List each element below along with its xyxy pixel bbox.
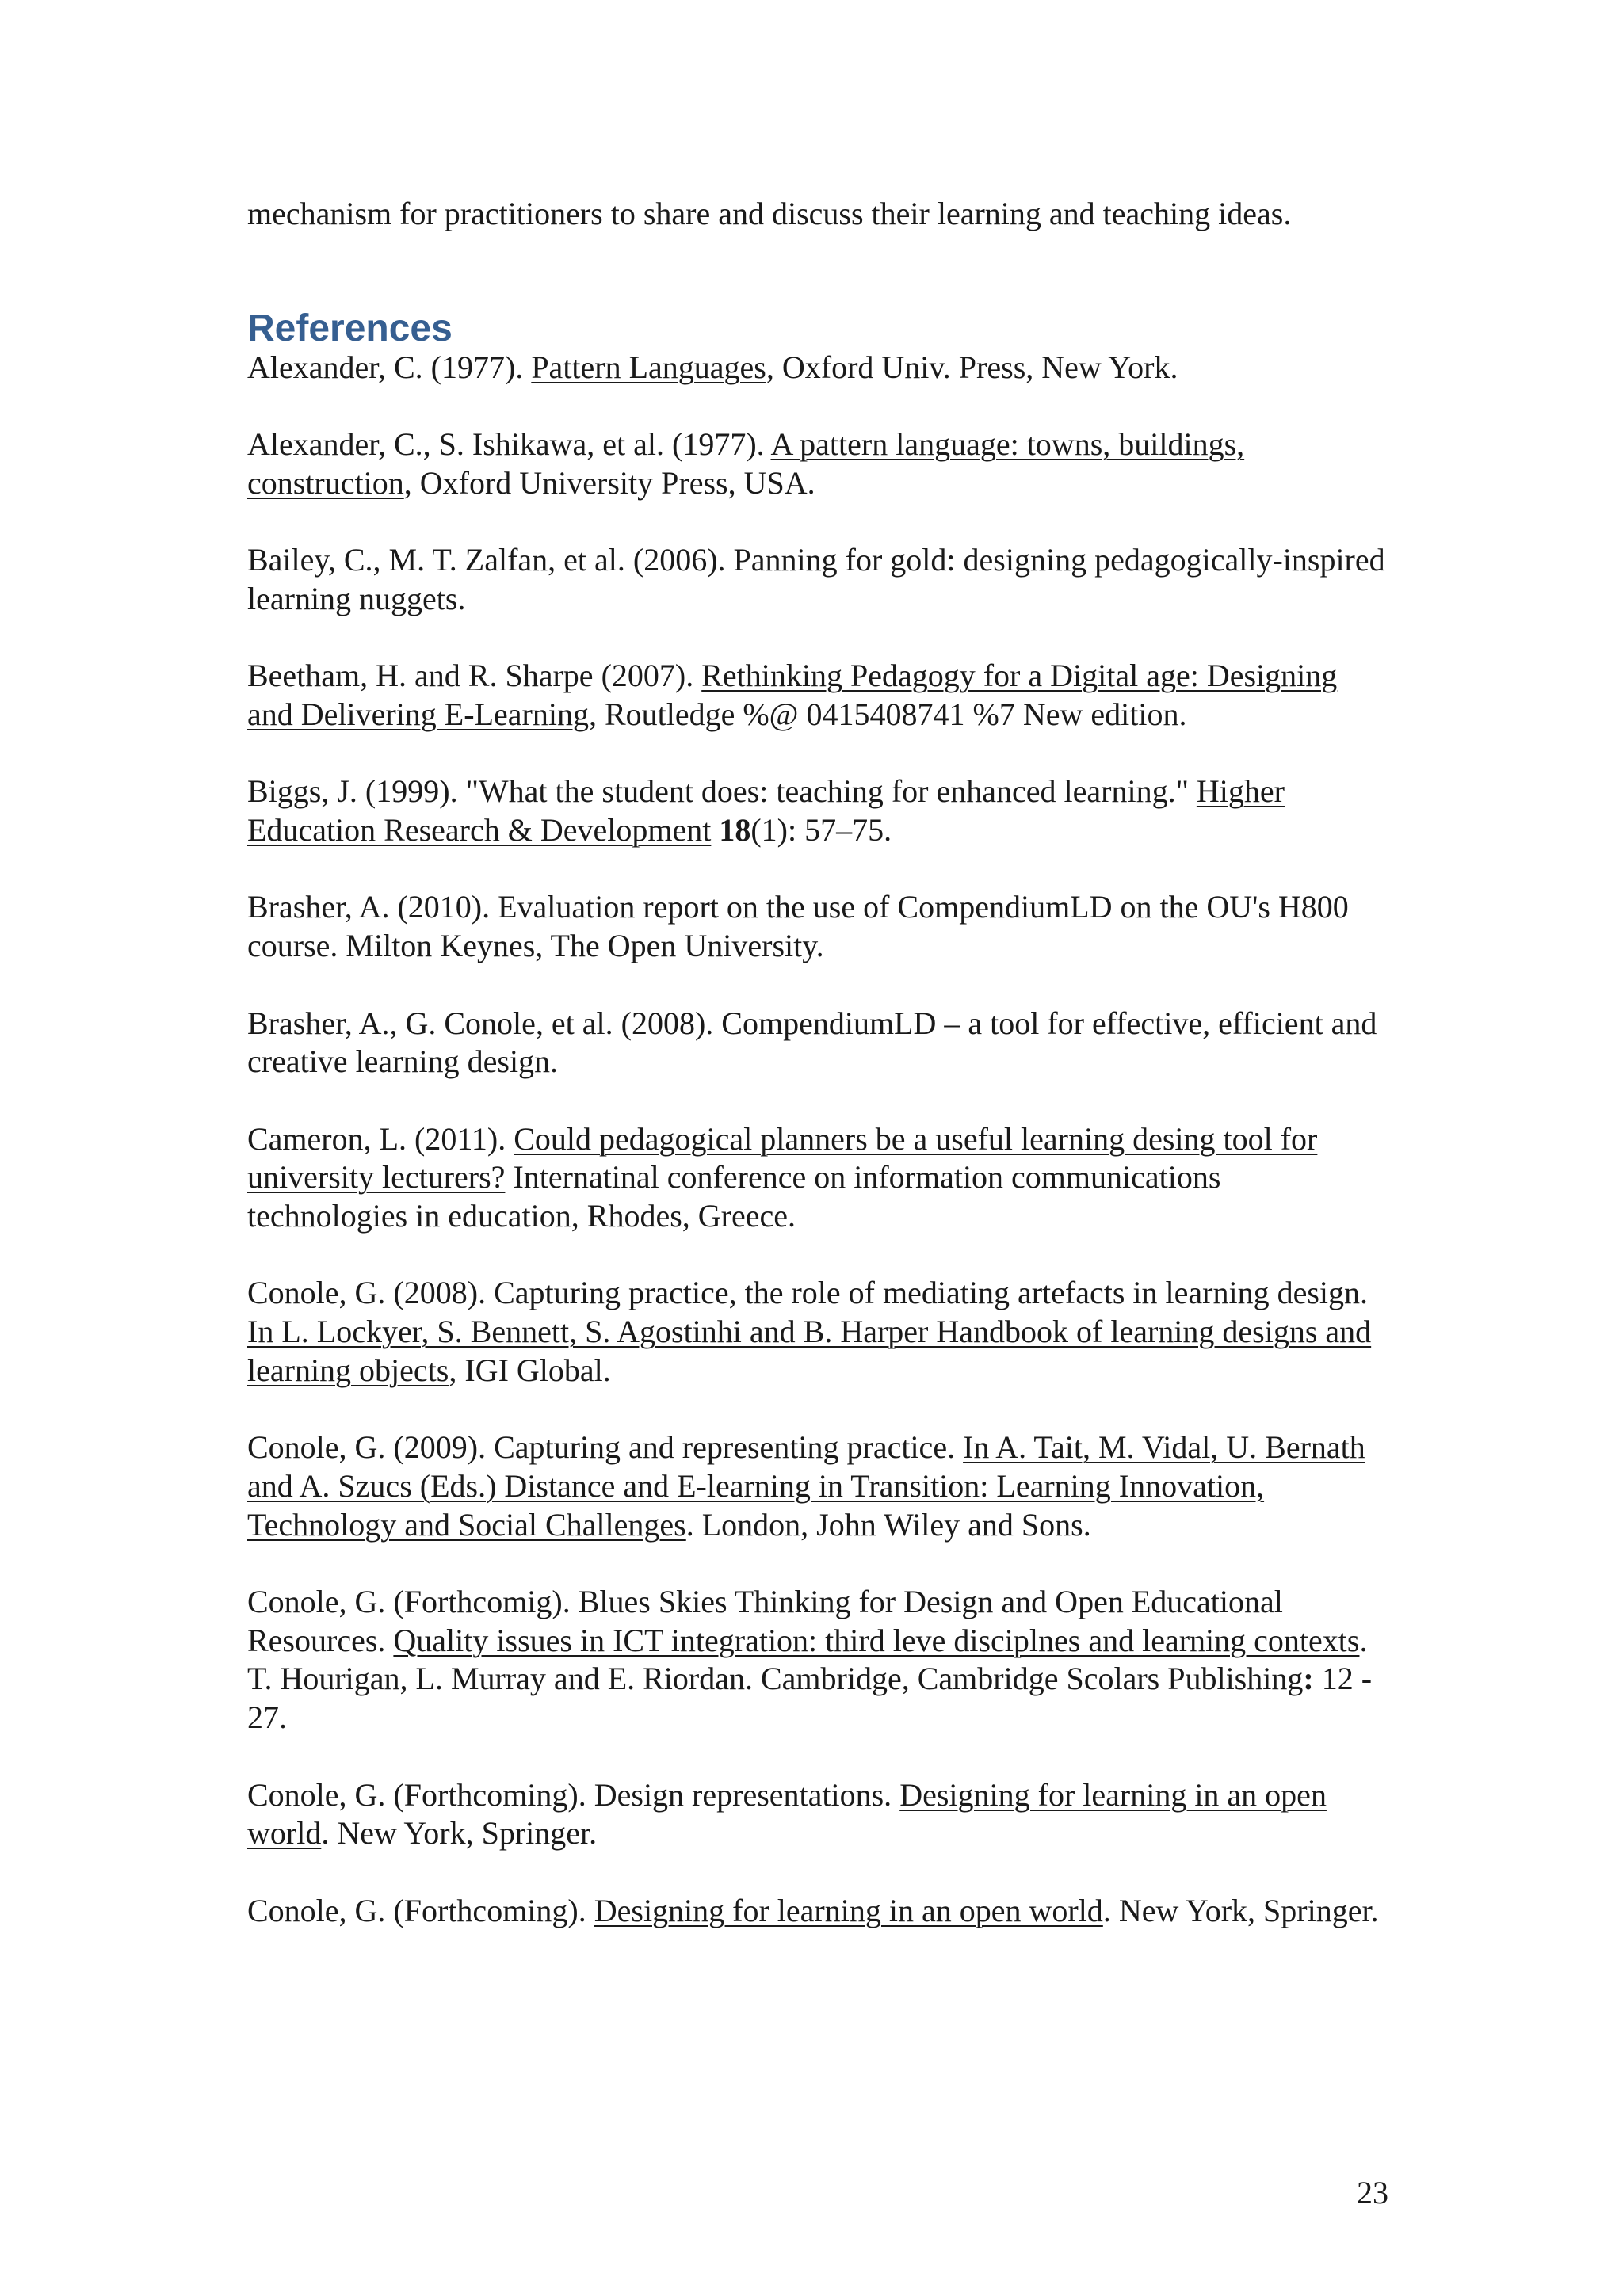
reference-item: Cameron, L. (2011). Could pedagogical planners be a useful learning desing tool for university lecturers? Internatinal conference on information communications technologies in education, Rhodes, Greece. xyxy=(247,1120,1318,1234)
reference-item: Biggs, J. (1999). "What the student does: teaching for enhanced learning." Higher Education Research & Development 18(1): 57–75. xyxy=(247,773,1285,849)
reference-title: Designing for learning in an open world xyxy=(594,1892,1103,1928)
reference-item: Conole, G. (2009). Capturing and representing practice. In A. Tait, M. Vidal, U. Bernath and A. Szucs (Eds.) Distance and E-learning in Transition: Learning Innovation, Technology and Social Challenges. London, John Wiley and Sons. xyxy=(247,1429,1365,1543)
reference-title: Quality issues in ICT integration: third leve disciplnes and learning contexts xyxy=(393,1622,1360,1658)
reference-title: Pattern Languages xyxy=(531,349,766,385)
reference-item: Conole, G. (2008). Capturing practice, the role of mediating artefacts in learning design. In L. Lockyer, S. Bennett, S. Agostinhi and B. Harper Handbook of learning designs and learning objects, IGI Global. xyxy=(247,1275,1372,1388)
reference-item: Alexander, C. (1977). Pattern Languages, Oxford Univ. Press, New York. xyxy=(247,349,1178,385)
reference-title: Designing for learning in an open world xyxy=(247,1776,1327,1852)
references-heading: References xyxy=(247,307,453,349)
reference-item: Conole, G. (Forthcoming). Designing for learning in an open world. New York, Springer. xyxy=(247,1892,1379,1928)
reference-item: Brasher, A. (2010). Evaluation report on the use of CompendiumLD on the OU's H800 course. Milton Keynes, The Open University. xyxy=(247,889,1349,964)
reference-item: Conole, G. (Forthcoming). Design representations. Designing for learning in an open world. New York, Springer. xyxy=(247,1776,1327,1852)
reference-title: Could pedagogical planners be a useful learning desing tool for university lecturers? xyxy=(247,1120,1318,1196)
page-body xyxy=(247,195,1388,1930)
reference-title: Higher Education Research & Development xyxy=(247,773,1285,849)
page-number: 23 xyxy=(1357,2175,1388,2210)
reference-item: Conole, G. (Forthcomig). Blues Skies Thinking for Design and Open Educational Resources. Quality issues in ICT integration: third leve disciplnes and learning contexts. T. Hourigan, L. Murray and E. Riordan. Cambridge, Cambridge Scolars Publishing: 12 - 27. xyxy=(247,1584,1373,1736)
reference-list xyxy=(247,349,1388,1931)
reference-title: A pattern language: towns, buildings, construction xyxy=(247,426,1245,501)
reference-item: Alexander, C., S. Ishikawa, et al. (1977). A pattern language: towns, buildings, construction, Oxford University Press, USA. xyxy=(247,426,1245,501)
intro-paragraph: mechanism for practitioners to share and discuss their learning and teaching ideas. xyxy=(247,196,1292,231)
reference-colon: : xyxy=(1303,1661,1314,1697)
reference-item: Beetham, H. and R. Sharpe (2007). Rethinking Pedagogy for a Digital age: Designing and Delivering E-Learning, Routledge %@ 0415408741 %7 New edition. xyxy=(247,658,1338,732)
reference-title: In A. Tait, M. Vidal, U. Bernath and A. Szucs (Eds.) Distance and E-learning in Transition: Learning Innovation, Technology and Social Challenges xyxy=(247,1429,1365,1543)
reference-title: In L. Lockyer, S. Bennett, S. Agostinhi and B. Harper Handbook of learning designs and learning objects xyxy=(247,1314,1372,1388)
reference-item: Bailey, C., M. T. Zalfan, et al. (2006). Panning for gold: designing pedagogically-inspired learning nuggets. xyxy=(247,542,1385,616)
reference-title: Rethinking Pedagogy for a Digital age: Designing and Delivering E-Learning xyxy=(247,658,1338,732)
reference-volume: 18 xyxy=(719,812,751,849)
reference-item: Brasher, A., G. Conole, et al. (2008). CompendiumLD – a tool for effective, efficient and creative learning design. xyxy=(247,1005,1377,1080)
